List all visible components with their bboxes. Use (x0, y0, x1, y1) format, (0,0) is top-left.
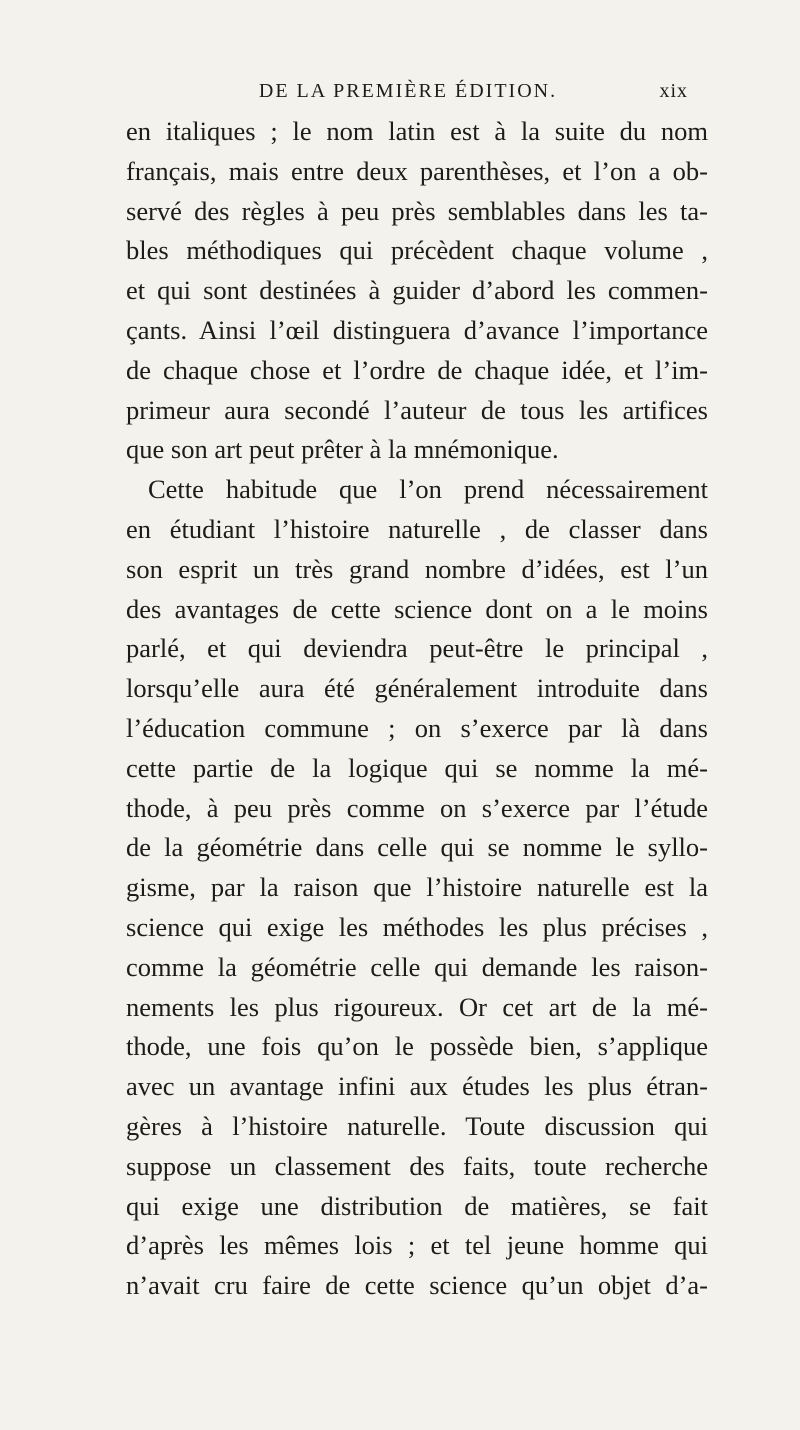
text-line: bles méthodiques qui précèdent chaque volume , (126, 235, 708, 266)
text-line: des avantages de cette science dont on a le moins (126, 593, 708, 624)
text-line: et qui sont destinées à guider d’abord les commen- (126, 275, 708, 306)
text-line: de chaque chose et l’ordre de chaque idée, et l’im- (126, 354, 708, 385)
text-line: n’avait cru faire de cette science qu’un objet d’a- (126, 1270, 708, 1301)
text-line: primeur aura secondé l’auteur de tous les artifices (126, 394, 708, 425)
body-text (126, 112, 708, 1306)
text-line: çants. Ainsi l’œil distinguera d’avance l’importance (126, 314, 708, 345)
text-line: cette partie de la logique qui se nomme la mé- (126, 752, 708, 783)
page-number: xix (659, 80, 688, 102)
text-line: servé des règles à peu près semblables dans les ta- (126, 195, 708, 226)
text-line: en étudiant l’histoire naturelle , de classer dans (126, 513, 708, 544)
text-line: suppose un classement des faits, toute recherche (126, 1150, 708, 1181)
text-line: l’éducation commune ; on s’exerce par là dans (126, 712, 708, 743)
text-line: avec un avantage infini aux études les plus étran- (126, 1071, 708, 1102)
text-line: thode, une fois qu’on le possède bien, s’applique (126, 1031, 708, 1062)
text-line: thode, à peu près comme on s’exerce par l’étude (126, 792, 708, 823)
running-head (128, 80, 688, 110)
text-line: en italiques ; le nom latin est à la suite du nom (126, 116, 708, 146)
text-line: parlé, et qui deviendra peut-être le principal , (126, 633, 708, 664)
text-line: que son art peut prêter à la mnémonique. (126, 434, 559, 465)
text-line: science qui exige les méthodes les plus précises , (126, 911, 708, 942)
running-title: DE LA PREMIÈRE ÉDITION. (258, 80, 558, 102)
text-line: gisme, par la raison que l’histoire naturelle est la (126, 872, 708, 903)
text-line: de la géométrie dans celle qui se nomme le syllo- (126, 832, 708, 863)
text-line: comme la géométrie celle qui demande les raison- (126, 951, 708, 982)
text-line: lorsqu’elle aura été généralement introduite dans (126, 673, 708, 704)
text-line: d’après les mêmes lois ; et tel jeune homme qui (126, 1230, 708, 1261)
text-line: Cette habitude que l’on prend nécessairement (148, 474, 708, 505)
text-line: qui exige une distribution de matières, se fait (126, 1190, 708, 1221)
text-line: son esprit un très grand nombre d’idées, est l’un (126, 553, 708, 584)
text-line: français, mais entre deux parenthèses, et l’on a ob- (126, 155, 708, 186)
text-line: gères à l’histoire naturelle. Toute discussion qui (126, 1110, 708, 1141)
text-line: nements les plus rigoureux. Or cet art de la mé- (126, 991, 708, 1022)
